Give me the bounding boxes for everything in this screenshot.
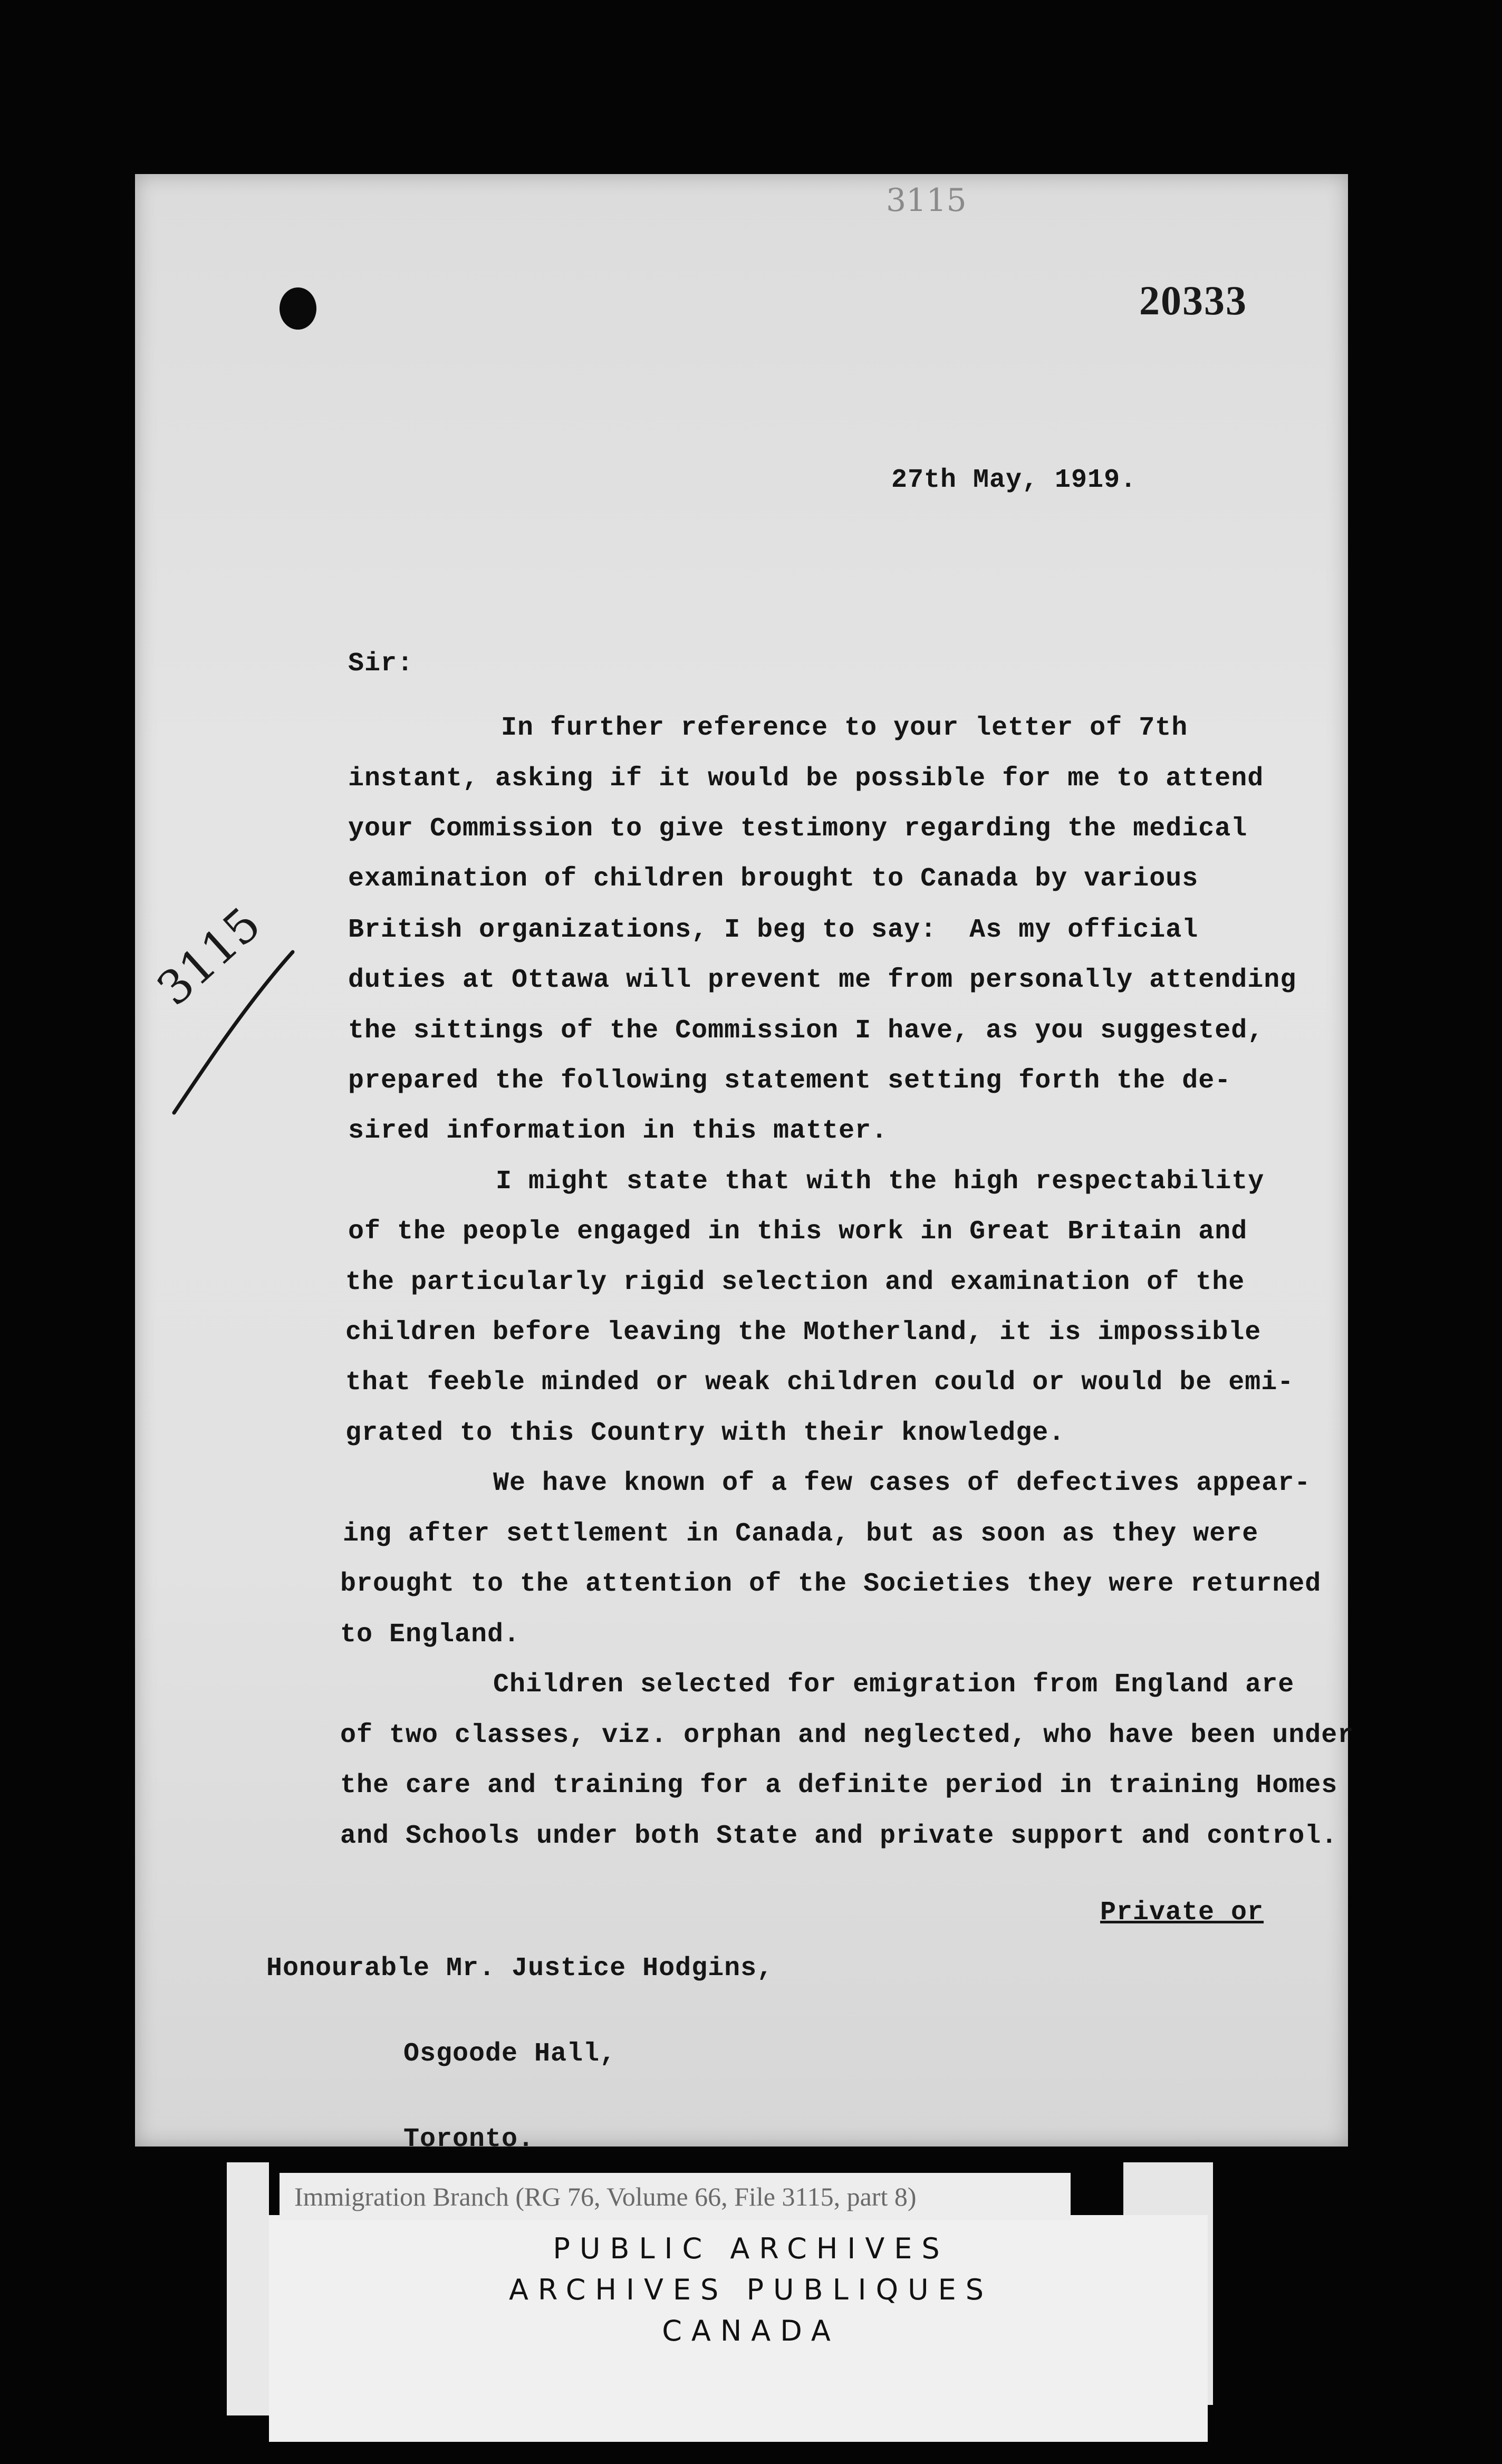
body-line: Children selected for emigration from England are	[493, 1670, 1295, 1700]
margin-annotation: 3115	[147, 897, 271, 1016]
salutation: Sir:	[348, 649, 414, 679]
body-line: the particularly rigid selection and examination of the	[345, 1267, 1245, 1297]
pencil-reference: 3115	[886, 182, 967, 219]
body-line: grated to this Country with their knowledge.	[345, 1418, 1065, 1448]
stamp-line-1: PUBLIC ARCHIVES	[553, 2232, 949, 2265]
body-line: to England.	[340, 1620, 521, 1650]
addressee-street: Osgoode Hall,	[403, 2039, 617, 2069]
body-line: examination of children brought to Canada by various	[348, 864, 1199, 894]
body-line: of two classes, viz. orphan and neglected, who have been under	[340, 1720, 1354, 1750]
body-line: children before leaving the Motherland, it is impossible	[345, 1317, 1262, 1348]
body-line: British organizations, I beg to say: As my official	[348, 915, 1199, 945]
body-line: the care and training for a definite period in training Homes	[340, 1770, 1338, 1801]
private-note: Private or	[1100, 1898, 1264, 1928]
body-line: I might state that with the high respectability	[496, 1167, 1265, 1197]
body-line: that feeble minded or weak children could or would be emi-	[345, 1368, 1294, 1398]
body-line: your Commission to give testimony regarding the medical	[348, 814, 1248, 844]
body-line: of the people engaged in this work in Great Britain and	[348, 1217, 1248, 1247]
addressee-city: Toronto.	[403, 2124, 535, 2154]
body-line: ing after settlement in Canada, but as soon as they were	[343, 1519, 1259, 1549]
body-line: In further reference to your letter of 7th	[501, 713, 1188, 743]
body-line: instant, asking if it would be possible for me to attend	[348, 764, 1264, 794]
file-number: 20333	[1139, 277, 1247, 323]
addressee-name: Honourable Mr. Justice Hodgins,	[266, 1953, 774, 1984]
stamp-line-2: ARCHIVES PUBLIQUES	[508, 2273, 994, 2306]
archive-label: Immigration Branch (RG 76, Volume 66, File 3115, part 8)	[280, 2173, 1071, 2220]
body-line: brought to the attention of the Societies they were returned	[340, 1569, 1322, 1599]
body-line: duties at Ottawa will prevent me from personally attending	[348, 965, 1297, 995]
body-line: We have known of a few cases of defectives appear-	[493, 1468, 1311, 1498]
stamp-line-3: CANADA	[662, 2314, 840, 2347]
body-line: and Schools under both State and private support and control.	[340, 1821, 1338, 1851]
body-line: sired information in this matter.	[348, 1116, 888, 1146]
body-line: the sittings of the Commission I have, as you suggested,	[348, 1016, 1264, 1046]
letter-date: 27th May, 1919.	[891, 465, 1137, 495]
body-line: prepared the following statement setting forth the de-	[348, 1066, 1231, 1096]
